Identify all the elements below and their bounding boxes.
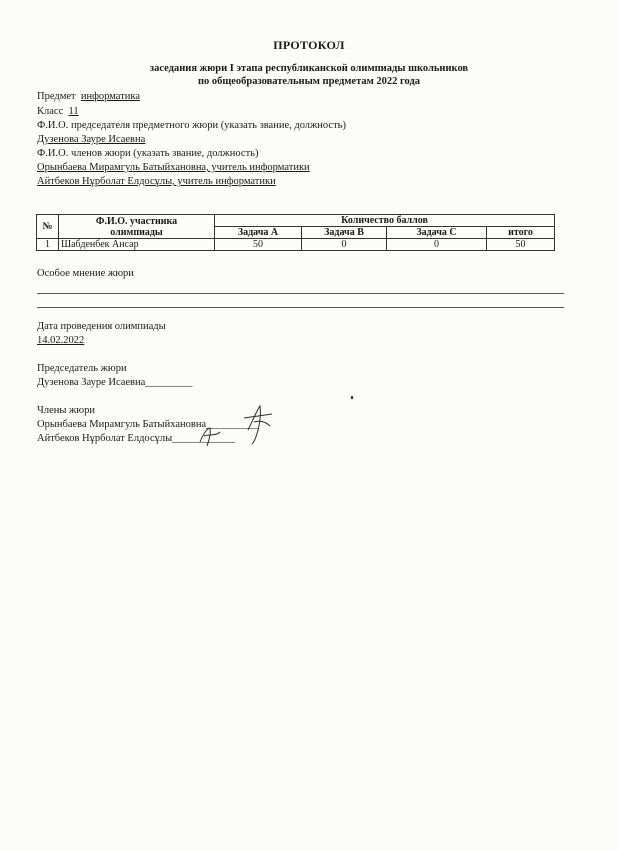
opinion-line-2 <box>37 307 564 308</box>
col-name-header-line2: олимпиады <box>110 226 163 238</box>
class-value: 11 <box>68 106 79 117</box>
col-name-header <box>59 215 215 239</box>
cell-num: 1 <box>37 239 59 251</box>
subject-value: информатика <box>80 91 140 102</box>
col-c-header: Задача C <box>387 227 487 239</box>
date-value: 14.02.2022 <box>37 335 85 346</box>
ink-dot <box>351 396 353 399</box>
document-subtitle-line1: заседания жюри I этапа республиканской олимпиады школьников <box>149 63 469 74</box>
cell-a: 50 <box>215 239 302 251</box>
chair-name: Дузенова Зауре Исаевна <box>37 134 146 145</box>
cell-name: Шабденбек Ансар <box>59 239 215 251</box>
document-subtitle-line2: по общеобразовательным предметам 2022 года <box>197 76 421 87</box>
handwritten-signature-member1 <box>240 400 280 450</box>
col-num-header: № <box>37 215 59 239</box>
col-scores-header: Количество баллов <box>215 215 555 227</box>
member1-signature: Орынбаева Мирамгуль Батыйхановна__________ <box>37 419 259 430</box>
subject-label: Предмет <box>37 91 76 102</box>
table-header-row <box>37 215 555 227</box>
handwritten-signature-member2 <box>196 424 226 450</box>
members-signature-label: Члены жюри <box>37 405 95 416</box>
col-total-header: итого <box>487 227 555 239</box>
document-title: ПРОТОКОЛ <box>273 38 345 52</box>
cell-total: 50 <box>487 239 555 251</box>
subject-line <box>37 91 140 103</box>
member1-info: Орынбаева Мирамгуль Батыйхановна, учитель информатики <box>37 162 310 173</box>
chair-signature-name: Дузенова Зауре Исаевна_________ <box>37 377 193 388</box>
member2-info: Айтбеков Нұрболат Елдосұлы, учитель информатики <box>37 176 276 187</box>
opinion-label: Особое мнение жюри <box>37 268 134 279</box>
opinion-line-1 <box>37 293 564 294</box>
col-name-header-line1: Ф.И.О. участника <box>95 215 178 227</box>
chair-signature-label: Председатель жюри <box>37 363 127 374</box>
date-label: Дата проведения олимпиады <box>37 321 166 332</box>
cell-b: 0 <box>302 239 387 251</box>
class-line <box>37 106 79 118</box>
class-label: Класс <box>37 106 64 117</box>
col-a-header: Задача A <box>215 227 302 239</box>
scores-table <box>36 214 555 251</box>
chair-caption: Ф.И.О. председателя предметного жюри (указать звание, должность) <box>37 120 346 131</box>
member2-signature: Айтбеков Нұрболат Елдосұлы____________ <box>37 433 236 444</box>
col-b-header: Задача B <box>302 227 387 239</box>
cell-c: 0 <box>387 239 487 251</box>
table-row <box>37 239 555 251</box>
members-caption: Ф.И.О. членов жюри (указать звание, должность) <box>37 148 259 159</box>
